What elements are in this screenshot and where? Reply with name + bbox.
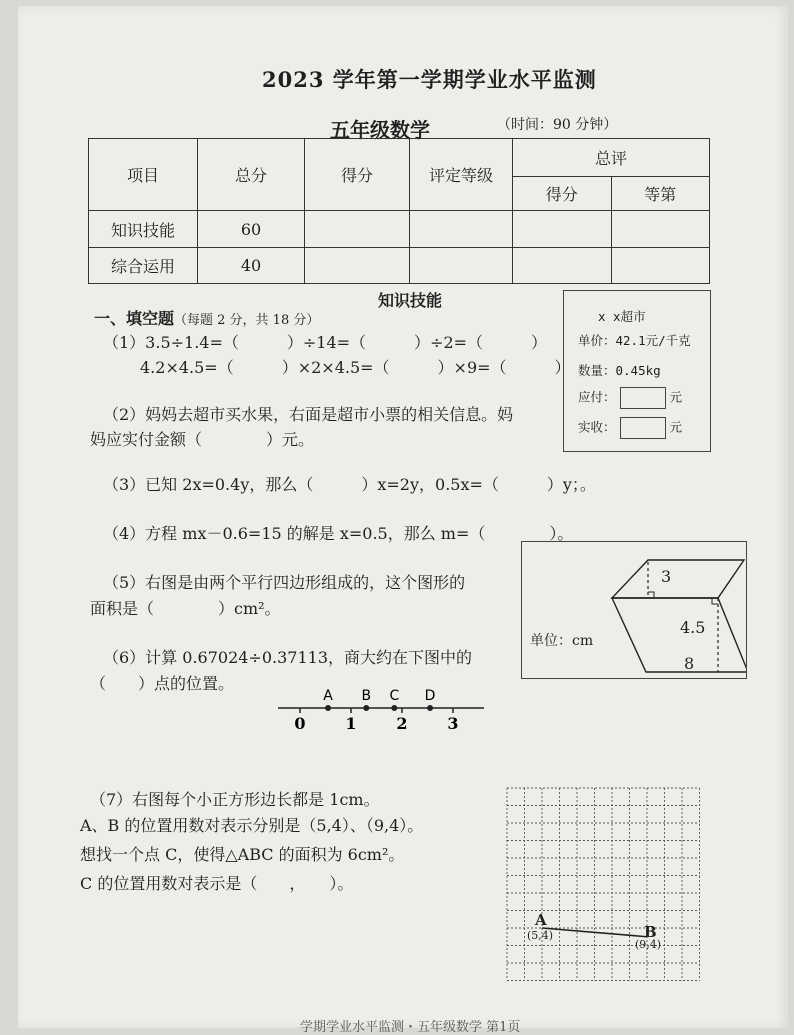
point-a-coord: (5,4) [527,929,554,942]
q7-line-b: A、B 的位置用数对表示分别是（5,4）、（9,4）。 [80,816,424,835]
number-line-tick-label: 3 [447,714,459,733]
row-item: 知识技能 [89,211,198,247]
coordinate-grid [505,786,715,1000]
th-overall-rank: 等第 [611,177,710,211]
score-table [88,138,710,284]
q6-line-a: （6）计算 0.67024÷0.37113，商大约在下图中的 [103,648,473,667]
bottom-parallelogram [612,598,746,672]
q3-line: （3）已知 2x=0.4y，那么（ ）x=2y，0.5x=（ ）y；。 [103,475,596,494]
number-line-point-label: A [323,688,333,704]
point-a-label: A [535,911,547,929]
q7-line-c: 想找一个点 C，使得△ABC 的面积为 6cm²。 [80,845,405,864]
receipt-due [578,387,682,409]
q5-line-b: 面积是（ ）cm²。 [90,599,281,618]
part1-heading-line [94,306,319,329]
number-line-point [363,705,369,711]
receipt-paid-unit: 元 [669,419,683,435]
th-overall: 总评 [513,139,710,177]
overall-score-cell[interactable] [513,211,612,247]
receipt-paid-label: 实收： [578,419,616,435]
th-item: 项目 [89,139,198,211]
right-angle-mark [648,592,654,598]
overall-score-cell[interactable] [513,247,612,283]
receipt [563,290,711,452]
q1-line-b: 4.2×4.5=（ ）×2×4.5=（ ）×9=（ ） [140,358,571,377]
exam-title: 2023 学年第一学期学业水平监测 [262,67,597,92]
q7-line-d: C 的位置用数对表示是（ ， ）。 [80,874,354,893]
number-line-point [325,705,331,711]
row-item: 综合运用 [89,247,198,283]
receipt-due-box[interactable] [620,387,666,409]
q5-line-a: （5）右图是由两个平行四边形组成的，这个图形的 [103,573,466,592]
label-top-height: 3 [661,567,672,586]
number-line-tick-label: 1 [345,714,357,733]
number-line [270,684,490,734]
number-line-tick-label: 2 [396,714,408,733]
receipt-due-unit: 元 [669,389,683,405]
row-total: 40 [198,247,305,283]
number-line-tick-label: 0 [294,714,306,733]
part1-note: （每题 2 分，共 18 分） [174,313,320,328]
receipt-paid [578,417,682,439]
grade-cell[interactable] [410,211,513,247]
th-score: 得分 [305,139,410,211]
point-b-coord: (9,4) [635,938,662,951]
number-line-point-label: B [361,688,372,704]
exam-subtitle: 五年级数学 [330,118,430,142]
top-parallelogram [612,560,744,598]
q6-line-b: （ ）点的位置。 [90,674,235,693]
exam-time: （时间：90 分钟） [497,117,618,133]
right-angle-mark [712,598,718,604]
receipt-due-label: 应付： [578,389,616,405]
section-title: 知识技能 [378,291,443,310]
q1-line-a: （1）3.5÷1.4=（ ）÷14=（ ）÷2=（ ） [103,333,548,352]
receipt-store: x x超市 [598,309,646,324]
number-line-point-label: C [389,688,400,704]
receipt-price: 单价：42.1元/千克 [578,333,691,348]
receipt-paid-box[interactable] [620,417,666,439]
number-line-svg [270,684,490,734]
overall-rank-cell[interactable] [611,211,710,247]
th-total: 总分 [198,139,305,211]
row-total: 60 [198,211,305,247]
grid-svg [505,786,715,996]
number-line-point [427,705,433,711]
th-grade: 评定等级 [410,139,513,211]
grade-cell[interactable] [410,247,513,283]
q4-line: （4）方程 mx－0.6=15 的解是 x=0.5，那么 m=（ ）。 [103,524,574,543]
label-base: 8 [684,654,695,673]
receipt-qty: 数量：0.45kg [578,363,661,378]
number-line-point [391,705,397,711]
score-cell[interactable] [305,247,410,283]
overall-rank-cell[interactable] [611,247,710,283]
q7-line-a: （7）右图每个小正方形边长都是 1cm。 [90,790,380,809]
q2-line-b: 妈应实付金额（ ）元。 [90,430,315,449]
page-footer: 学期学业水平监测・五年级数学 第1页 [300,1020,521,1035]
label-unit: 单位：cm [530,633,594,649]
part1-heading: 一、填空题 [94,309,175,328]
parallelogram-svg [522,542,746,678]
parallelogram-figure [521,541,747,679]
number-line-point-label: D [424,688,436,704]
label-bottom-height: 4.5 [680,618,706,637]
point-b-label: B [644,923,657,941]
score-cell[interactable] [305,211,410,247]
q2-line-a: （2）妈妈去超市买水果，右面是超市小票的相关信息。妈 [103,405,514,424]
th-overall-score: 得分 [513,177,612,211]
